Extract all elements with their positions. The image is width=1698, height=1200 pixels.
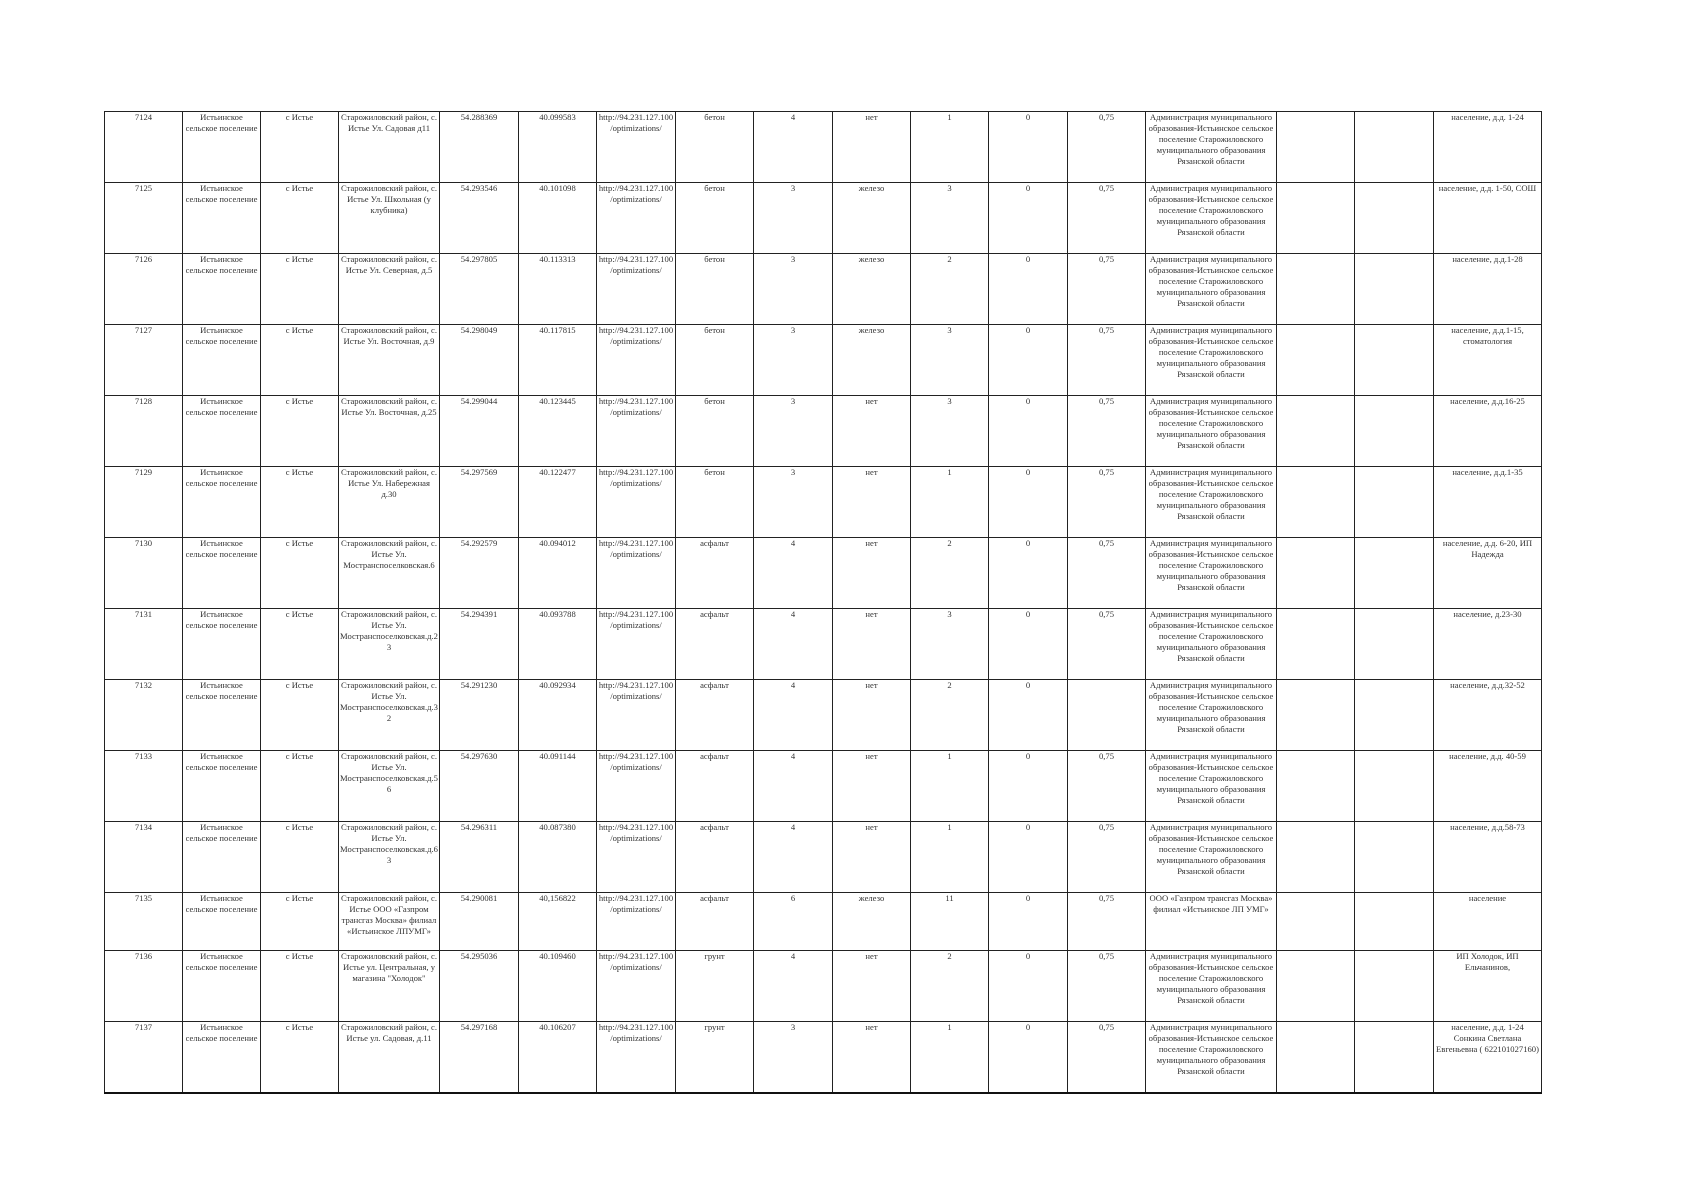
containers-cell: 2 [911,951,989,1022]
waste-sources-cell: население, д.д.1-28 [1434,254,1542,325]
fence-cell: нет [833,1022,911,1093]
owner-cell: Администрация муниципального образования-Истьинское сельское поселение Старожиловского муниципального образования Рязанской области [1146,325,1277,396]
owner-cell: Администрация муниципального образования-Истьинское сельское поселение Старожиловского муниципального образования Рязанской области [1146,183,1277,254]
area-cell: 3 [754,254,833,325]
empty-cell [1277,467,1355,538]
area-cell: 3 [754,183,833,254]
row-number: 7130 [105,538,183,609]
volume-cell: 0,75 [1068,112,1146,183]
empty-cell [1355,538,1434,609]
surface-cell: бетон [676,254,754,325]
fence-cell: нет [833,751,911,822]
area-cell: 4 [754,538,833,609]
waste-sources-cell: население, д.д. 6-20, ИП Надежда [1434,538,1542,609]
row-number: 7127 [105,325,183,396]
surface-cell: бетон [676,325,754,396]
waste-sources-cell: население [1434,893,1542,951]
longitude-cell: 40.122477 [519,467,597,538]
fence-cell: нет [833,609,911,680]
address-cell: Старожиловский район, с. Истье Ул. Набережная д.30 [339,467,440,538]
empty-cell [1355,325,1434,396]
fence-cell: нет [833,951,911,1022]
link-cell: http://94.231.127.100/optimizations/ [597,467,676,538]
area-cell: 4 [754,112,833,183]
empty-cell [1355,183,1434,254]
area-cell: 4 [754,951,833,1022]
row-number: 7133 [105,751,183,822]
area-cell: 6 [754,893,833,951]
table-row [105,751,1542,822]
settlement-cell: Истьинское сельское поселение [183,1022,261,1093]
empty-cell [1355,1022,1434,1093]
settlement-cell: Истьинское сельское поселение [183,254,261,325]
row-number: 7128 [105,396,183,467]
locality-cell: с Истье [261,751,339,822]
row-number: 7126 [105,254,183,325]
settlement-cell: Истьинское сельское поселение [183,680,261,751]
address-cell: Старожиловский район, с. Истье Ул. Северная, д.5 [339,254,440,325]
locality-cell: с Истье [261,680,339,751]
latitude-cell: 54.292579 [440,538,519,609]
surface-cell: бетон [676,396,754,467]
settlement-cell: Истьинское сельское поселение [183,325,261,396]
containers-cell: 1 [911,822,989,893]
address-cell: Старожиловский район, с. Истье Ул. Мостранспоселковская.д.56 [339,751,440,822]
locality-cell: с Истье [261,951,339,1022]
empty-cell [1277,396,1355,467]
empty-cell [1355,112,1434,183]
table-row [105,538,1542,609]
table-row [105,822,1542,893]
surface-cell: асфальт [676,751,754,822]
containers-cell: 1 [911,751,989,822]
address-cell: Старожиловский район, с. Истье Ул. Мостранспоселковская.д.32 [339,680,440,751]
surface-cell: бетон [676,112,754,183]
settlement-cell: Истьинское сельское поселение [183,751,261,822]
row-number: 7125 [105,183,183,254]
containers-cell: 3 [911,609,989,680]
surface-cell: грунт [676,951,754,1022]
containers-cell: 3 [911,396,989,467]
volume-cell: 0,75 [1068,183,1146,254]
count-cell: 0 [989,609,1068,680]
longitude-cell: 40.109460 [519,951,597,1022]
empty-cell [1277,751,1355,822]
settlement-cell: Истьинское сельское поселение [183,112,261,183]
owner-cell: Администрация муниципального образования-Истьинское сельское поселение Старожиловского муниципального образования Рязанской области [1146,951,1277,1022]
longitude-cell: 40.099583 [519,112,597,183]
surface-cell: асфальт [676,538,754,609]
volume-cell: 0,75 [1068,254,1146,325]
fence-cell: железо [833,254,911,325]
link-cell: http://94.231.127.100/optimizations/ [597,538,676,609]
empty-cell [1277,112,1355,183]
latitude-cell: 54.294391 [440,609,519,680]
table-row [105,951,1542,1022]
longitude-cell: 40.087380 [519,822,597,893]
empty-cell [1277,951,1355,1022]
empty-cell [1355,396,1434,467]
locality-cell: с Истье [261,183,339,254]
longitude-cell: 40.101098 [519,183,597,254]
waste-sources-cell: население, д.д.1-15, стоматология [1434,325,1542,396]
latitude-cell: 54.299044 [440,396,519,467]
settlement-cell: Истьинское сельское поселение [183,951,261,1022]
empty-cell [1277,325,1355,396]
address-cell: Старожиловский район, с. Истье Ул. Восточная, д.25 [339,396,440,467]
longitude-cell: 40.091144 [519,751,597,822]
surface-cell: асфальт [676,609,754,680]
owner-cell: Администрация муниципального образования-Истьинское сельское поселение Старожиловского муниципального образования Рязанской области [1146,680,1277,751]
owner-cell: Администрация муниципального образования-Истьинское сельское поселение Старожиловского муниципального образования Рязанской области [1146,751,1277,822]
empty-cell [1277,893,1355,951]
owner-cell: Администрация муниципального образования-Истьинское сельское поселение Старожиловского муниципального образования Рязанской области [1146,822,1277,893]
address-cell: Старожиловский район, с. Истье Ул. Мостранспоселковская.д.23 [339,609,440,680]
locality-cell: с Истье [261,467,339,538]
longitude-cell: 40.093788 [519,609,597,680]
longitude-cell: 40.094012 [519,538,597,609]
fence-cell: нет [833,538,911,609]
address-cell: Старожиловский район, с. Истье Ул. Школьная (у клубника) [339,183,440,254]
owner-cell: Администрация муниципального образования-Истьинское сельское поселение Старожиловского муниципального образования Рязанской области [1146,467,1277,538]
containers-cell: 1 [911,467,989,538]
table-row [105,680,1542,751]
volume-cell: 0,75 [1068,751,1146,822]
link-cell: http://94.231.127.100/optimizations/ [597,609,676,680]
link-cell: http://94.231.127.100/optimizations/ [597,1022,676,1093]
locality-cell: с Истье [261,538,339,609]
empty-cell [1277,538,1355,609]
address-cell: Старожиловский район, с. Истье Ул. Мостранспоселковская.д.63 [339,822,440,893]
empty-cell [1355,751,1434,822]
volume-cell: 0,75 [1068,822,1146,893]
latitude-cell: 54.296311 [440,822,519,893]
surface-cell: асфальт [676,680,754,751]
waste-sources-cell: население, д.д.32-52 [1434,680,1542,751]
latitude-cell: 54.295036 [440,951,519,1022]
volume-cell: 0,75 [1068,325,1146,396]
containers-cell: 11 [911,893,989,951]
volume-cell: 0,75 [1068,609,1146,680]
fence-cell: железо [833,183,911,254]
longitude-cell: 40.117815 [519,325,597,396]
owner-cell: Администрация муниципального образования-Истьинское сельское поселение Старожиловского муниципального образования Рязанской области [1146,1022,1277,1093]
link-cell: http://94.231.127.100/optimizations/ [597,893,676,951]
link-cell: http://94.231.127.100/optimizations/ [597,951,676,1022]
table-row [105,893,1542,951]
longitude-cell: 40.113313 [519,254,597,325]
address-cell: Старожиловский район, с. Истье ООО «Газпром трансгаз Москва» филиал «Истьинское ЛПУМГ» [339,893,440,951]
waste-sources-cell: население, д.д. 1-24 [1434,112,1542,183]
locality-cell: с Истье [261,325,339,396]
table-row [105,254,1542,325]
settlement-cell: Истьинское сельское поселение [183,609,261,680]
address-cell: Старожиловский район, с. Истье Ул. Садовая д11 [339,112,440,183]
containers-cell: 2 [911,680,989,751]
volume-cell: 0,75 [1068,893,1146,951]
area-cell: 3 [754,396,833,467]
table-row [105,325,1542,396]
locality-cell: с Истье [261,254,339,325]
volume-cell: 0,75 [1068,538,1146,609]
empty-cell [1277,822,1355,893]
latitude-cell: 54.290081 [440,893,519,951]
fence-cell: нет [833,822,911,893]
owner-cell: Администрация муниципального образования-Истьинское сельское поселение Старожиловского муниципального образования Рязанской области [1146,396,1277,467]
latitude-cell: 54.297805 [440,254,519,325]
row-number: 7131 [105,609,183,680]
area-cell: 4 [754,822,833,893]
area-cell: 4 [754,609,833,680]
locality-cell: с Истье [261,609,339,680]
fence-cell: нет [833,112,911,183]
surface-cell: бетон [676,183,754,254]
containers-cell: 2 [911,538,989,609]
longitude-cell: 40,156822 [519,893,597,951]
containers-cell: 1 [911,112,989,183]
link-cell: http://94.231.127.100/optimizations/ [597,680,676,751]
surface-cell: асфальт [676,893,754,951]
fence-cell: нет [833,467,911,538]
waste-sources-cell: население, д.д.58-73 [1434,822,1542,893]
count-cell: 0 [989,467,1068,538]
longitude-cell: 40.092934 [519,680,597,751]
row-number: 7129 [105,467,183,538]
empty-cell [1277,254,1355,325]
settlement-cell: Истьинское сельское поселение [183,538,261,609]
table-body [105,112,1542,1093]
empty-cell [1355,951,1434,1022]
address-cell: Старожиловский район, с. Истье ул. Садовая, д.11 [339,1022,440,1093]
longitude-cell: 40.106207 [519,1022,597,1093]
count-cell: 0 [989,112,1068,183]
row-number: 7135 [105,893,183,951]
latitude-cell: 54.288369 [440,112,519,183]
fence-cell: железо [833,893,911,951]
table-row [105,112,1542,183]
surface-cell: бетон [676,467,754,538]
waste-sources-cell: население, д.д.1-35 [1434,467,1542,538]
latitude-cell: 54.297569 [440,467,519,538]
count-cell: 0 [989,951,1068,1022]
locality-cell: с Истье [261,822,339,893]
link-cell: http://94.231.127.100/optimizations/ [597,183,676,254]
area-cell: 4 [754,751,833,822]
table-row [105,467,1542,538]
table-row [105,183,1542,254]
empty-cell [1277,1022,1355,1093]
waste-sources-cell: население, д.23-30 [1434,609,1542,680]
count-cell: 0 [989,325,1068,396]
empty-cell [1355,680,1434,751]
settlement-cell: Истьинское сельское поселение [183,396,261,467]
surface-cell: асфальт [676,822,754,893]
fence-cell: нет [833,680,911,751]
row-number: 7124 [105,112,183,183]
empty-cell [1355,609,1434,680]
latitude-cell: 54.293546 [440,183,519,254]
longitude-cell: 40.123445 [519,396,597,467]
row-number: 7136 [105,951,183,1022]
link-cell: http://94.231.127.100/optimizations/ [597,396,676,467]
link-cell: http://94.231.127.100/optimizations/ [597,254,676,325]
table-row [105,609,1542,680]
link-cell: http://94.231.127.100/optimizations/ [597,822,676,893]
fence-cell: железо [833,325,911,396]
owner-cell: Администрация муниципального образования-Истьинское сельское поселение Старожиловского муниципального образования Рязанской области [1146,112,1277,183]
waste-sources-cell: население, д.д.16-25 [1434,396,1542,467]
volume-cell: 0,75 [1068,951,1146,1022]
row-number: 7134 [105,822,183,893]
settlement-cell: Истьинское сельское поселение [183,893,261,951]
area-cell: 3 [754,467,833,538]
link-cell: http://94.231.127.100/optimizations/ [597,112,676,183]
latitude-cell: 54.291230 [440,680,519,751]
address-cell: Старожиловский район, с. Истье Ул. Мостранспоселковская.6 [339,538,440,609]
volume-cell: 0,75 [1068,396,1146,467]
empty-cell [1355,893,1434,951]
volume-cell: 0,75 [1068,467,1146,538]
latitude-cell: 54.297168 [440,1022,519,1093]
row-number: 7137 [105,1022,183,1093]
fence-cell: нет [833,396,911,467]
owner-cell: Администрация муниципального образования-Истьинское сельское поселение Старожиловского муниципального образования Рязанской области [1146,254,1277,325]
empty-cell [1355,254,1434,325]
locality-cell: с Истье [261,1022,339,1093]
waste-sources-cell: население, д.д. 1-24 Сонкина Светлана Евгеньевна ( 622101027160) [1434,1022,1542,1093]
settlement-cell: Истьинское сельское поселение [183,467,261,538]
area-cell: 4 [754,680,833,751]
containers-cell: 3 [911,183,989,254]
table-row [105,1022,1542,1093]
count-cell: 0 [989,680,1068,751]
address-cell: Старожиловский район, с. Истье Ул. Восточная, д.9 [339,325,440,396]
link-cell: http://94.231.127.100/optimizations/ [597,325,676,396]
count-cell: 0 [989,751,1068,822]
containers-cell: 2 [911,254,989,325]
settlement-cell: Истьинское сельское поселение [183,822,261,893]
empty-cell [1355,822,1434,893]
empty-cell [1277,609,1355,680]
containers-cell: 3 [911,325,989,396]
empty-cell [1277,680,1355,751]
address-cell: Старожиловский район, с. Истье ул. Центральная, у магазина "Холодок" [339,951,440,1022]
table-row [105,396,1542,467]
waste-sources-cell: население, д.д. 40-59 [1434,751,1542,822]
empty-cell [1277,183,1355,254]
count-cell: 0 [989,893,1068,951]
locality-cell: с Истье [261,893,339,951]
waste-sources-cell: ИП Холодок, ИП Ельчанинов, [1434,951,1542,1022]
volume-cell: 0,75 [1068,1022,1146,1093]
owner-cell: ООО «Газпром трансгаз Москва» филиал «Истьинское ЛП УМГ» [1146,893,1277,951]
latitude-cell: 54.297630 [440,751,519,822]
latitude-cell: 54.298049 [440,325,519,396]
owner-cell: Администрация муниципального образования-Истьинское сельское поселение Старожиловского муниципального образования Рязанской области [1146,538,1277,609]
settlement-cell: Истьинское сельское поселение [183,183,261,254]
volume-cell [1068,680,1146,751]
count-cell: 0 [989,538,1068,609]
waste-sources-cell: население, д.д. 1-50, СОШ [1434,183,1542,254]
locality-cell: с Истье [261,396,339,467]
count-cell: 0 [989,396,1068,467]
owner-cell: Администрация муниципального образования-Истьинское сельское поселение Старожиловского муниципального образования Рязанской области [1146,609,1277,680]
area-cell: 3 [754,1022,833,1093]
containers-cell: 1 [911,1022,989,1093]
empty-cell [1355,467,1434,538]
area-cell: 3 [754,325,833,396]
count-cell: 0 [989,1022,1068,1093]
registry-table [104,111,1542,1094]
count-cell: 0 [989,254,1068,325]
count-cell: 0 [989,822,1068,893]
row-number: 7132 [105,680,183,751]
surface-cell: грунт [676,1022,754,1093]
count-cell: 0 [989,183,1068,254]
locality-cell: с Истье [261,112,339,183]
link-cell: http://94.231.127.100/optimizations/ [597,751,676,822]
